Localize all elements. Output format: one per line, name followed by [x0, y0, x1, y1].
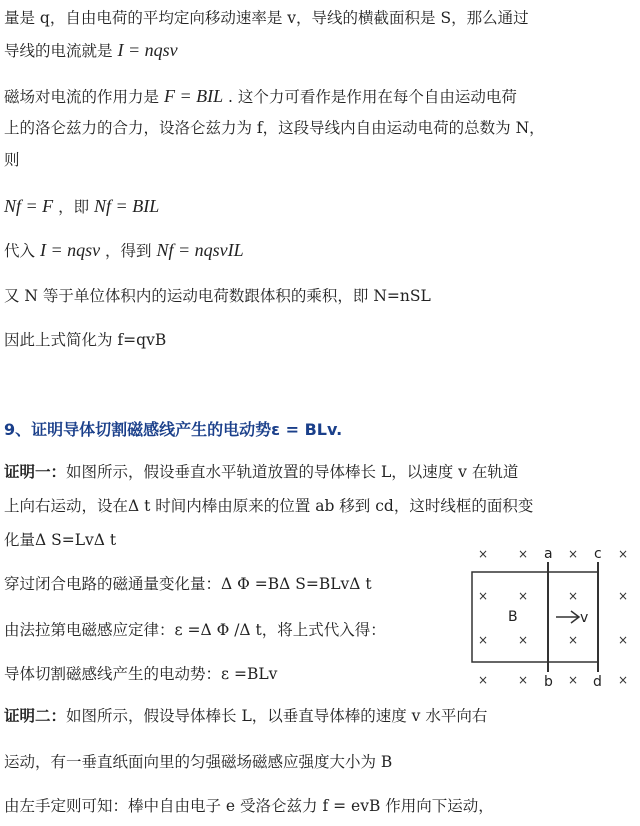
formula-force: F = BIL	[163, 86, 224, 106]
text-line-5: 则	[4, 151, 20, 169]
text-segment: ，得到	[105, 242, 152, 260]
proof1-label: 证明一：	[4, 462, 67, 481]
text-segment: . 这个力可看作是作用在每个自由运动电荷	[228, 88, 517, 106]
text-segment: ，即	[58, 198, 90, 216]
field-mark: ×	[518, 589, 529, 603]
field-mark: ×	[518, 633, 529, 647]
label-c: c	[594, 546, 602, 562]
field-mark: ×	[618, 673, 629, 687]
text-line-7	[4, 240, 244, 261]
field-mark: ×	[568, 547, 579, 561]
field-mark: ×	[568, 633, 579, 647]
field-mark: ×	[618, 547, 629, 561]
text-segment: 磁场对电流的作用力是	[4, 88, 160, 106]
text-line-1: 量是 q，自由电荷的平均定向移动速率是 v，导线的横截面积是 S，那么通过	[4, 9, 529, 27]
proof2-label: 证明二：	[4, 706, 67, 725]
label-v: v	[580, 610, 589, 626]
proof1-line-6: 导体切割磁感线产生的电动势：ε =BLv	[4, 665, 278, 683]
proof2-line-1	[4, 706, 487, 726]
field-mark: ×	[568, 589, 579, 603]
proof2-line-3: 由左手定则可知：棒中自由电子 e 受洛仑兹力 f = evB 作用向下运动，	[4, 797, 494, 815]
section-title: 9、证明导体切割磁感线产生的电动势ε = BLv.	[4, 420, 343, 439]
formula-nf-f: Nf = F	[4, 196, 54, 216]
text-line-6	[4, 196, 159, 217]
field-mark: ×	[568, 673, 579, 687]
proof1-line-3: 化量Δ S=LvΔ t	[4, 531, 117, 549]
proof1-line-2: 上向右运动，设在Δ t 时间内棒由原来的位置 ab 移到 cd，这时线框的面积变	[4, 497, 534, 515]
proof2-line-2: 运动，有一垂直纸面向里的匀强磁场磁感应强度大小为 B	[4, 753, 393, 771]
text-segment: 导线的电流就是	[4, 42, 113, 60]
label-d: d	[593, 674, 602, 688]
proof1-line-1	[4, 462, 518, 482]
field-mark: ×	[518, 673, 529, 687]
label-b: b	[544, 674, 553, 688]
proof1-line-4: 穿过闭合电路的磁通量变化量：Δ Φ =BΔ S=BLvΔ t	[4, 575, 372, 593]
text-line-3	[4, 86, 517, 107]
field-mark: ×	[478, 589, 489, 603]
field-mark: ×	[478, 547, 489, 561]
field-mark: ×	[618, 633, 629, 647]
field-mark: ×	[478, 633, 489, 647]
formula-nf-bil: Nf = BIL	[94, 196, 160, 216]
text-segment: 代入	[4, 242, 36, 260]
field-mark: ×	[618, 589, 629, 603]
text-segment: 如图所示，假设导体棒长 L，以垂直导体棒的速度 v 水平向右	[66, 707, 488, 725]
formula-nf-nqsvil: Nf = nqsvIL	[156, 240, 244, 260]
text-line-8: 又 N 等于单位体积内的运动电荷数跟体积的乘积，即 N=nSL	[4, 287, 431, 305]
label-B: B	[508, 609, 518, 625]
text-line-2	[4, 40, 178, 61]
formula-current-2: I = nqsv	[39, 240, 101, 260]
label-a: a	[544, 546, 553, 562]
text-segment: 如图所示，假设垂直水平轨道放置的导体棒长 L，以速度 v 在轨道	[66, 463, 519, 481]
formula-current: I = nqsv	[117, 40, 178, 60]
proof1-line-5: 由法拉第电磁感应定律：ε =Δ Φ /Δ t，将上式代入得：	[4, 621, 386, 639]
field-mark: ×	[478, 673, 489, 687]
rail-diagram	[460, 538, 640, 688]
field-mark: ×	[518, 547, 529, 561]
text-line-9: 因此上式简化为 f=qvB	[4, 331, 167, 349]
text-line-4: 上的洛仑兹力的合力，设洛仑兹力为 f，这段导线内自由运动电荷的总数为 N，	[4, 119, 545, 137]
